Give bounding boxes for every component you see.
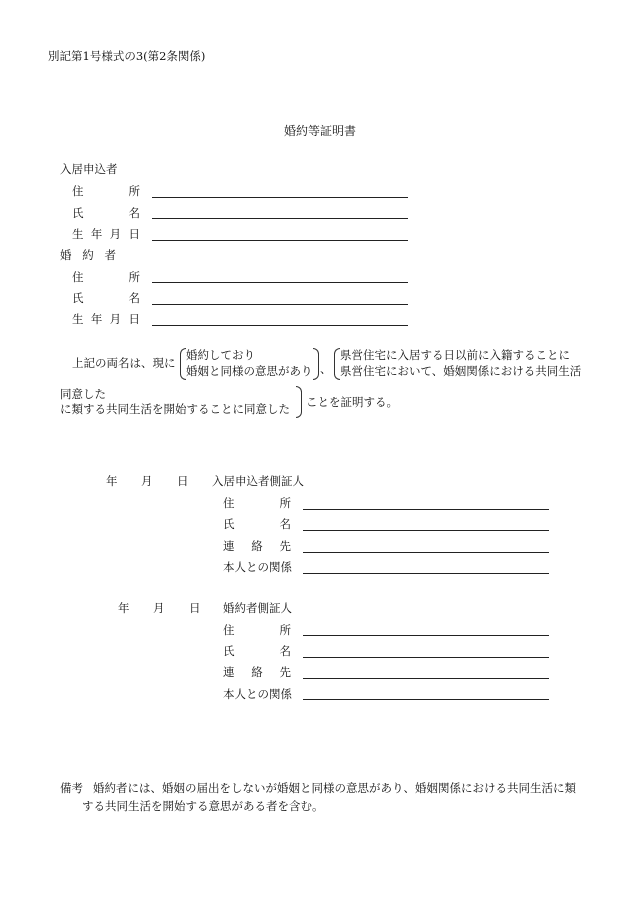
label-char: 関 (269, 560, 281, 574)
witness1-name-label (223, 519, 291, 531)
statement-cont-1: 同意した (60, 387, 106, 401)
label-char: 名 (279, 644, 291, 658)
witness1-contact-field[interactable] (303, 552, 549, 553)
witness1-name-field[interactable] (303, 530, 549, 531)
label-char: 絡 (251, 665, 263, 679)
witness1-date-month: 月 (141, 474, 153, 488)
label-char: 住 (72, 270, 84, 284)
note-line-1: 婚約者には、婚姻の届出をしないが婚姻と同様の意思があり、婚姻関係における共同生活に類 (93, 781, 576, 795)
label-char: 月 (109, 227, 122, 241)
note-line-2: する共同生活を開始する意思がある者を含む。 (82, 799, 324, 813)
label-char: 所 (128, 184, 140, 198)
witness1-date-day: 日 (177, 474, 189, 488)
witness2-date-year: 年 (118, 601, 130, 615)
label-char: 住 (223, 623, 235, 637)
label-char: 所 (279, 496, 291, 510)
label-char: 先 (279, 539, 291, 553)
label-char: 所 (128, 270, 140, 284)
witness1-contact-label (223, 541, 291, 553)
witness2-name-field[interactable] (303, 657, 549, 658)
label-char: 人 (234, 687, 246, 701)
witness1-address-field[interactable] (303, 509, 549, 510)
applicant-name-field[interactable] (152, 218, 408, 219)
label-char: 住 (72, 184, 84, 198)
label-char: 連 (223, 665, 235, 679)
label-char: 本 (223, 560, 235, 574)
witness2-relation-field[interactable] (303, 699, 549, 700)
fiance-birthdate-field[interactable] (152, 325, 408, 326)
witness1-heading: 入居申込者側証人 (212, 474, 304, 488)
label-char: 人 (234, 560, 246, 574)
label-char: 名 (128, 206, 140, 220)
witness2-heading: 婚約者側証人 (223, 601, 292, 615)
label-char: 名 (279, 517, 291, 531)
fiance-heading (60, 250, 116, 262)
applicant-address-field[interactable] (152, 197, 408, 198)
label-char: 年 (90, 312, 103, 326)
label-char: 住 (223, 496, 235, 510)
applicant-name-label (72, 208, 140, 220)
label-char: 者 (104, 248, 116, 262)
witness2-date-month: 月 (153, 601, 165, 615)
label-char: 絡 (251, 539, 263, 553)
label-char: 生 (72, 227, 84, 241)
witness2-relation-label (223, 689, 291, 701)
fiance-birthdate-label (72, 314, 140, 326)
label-char: 関 (269, 687, 281, 701)
form-reference: 別記第1号様式の3(第2条関係) (48, 49, 206, 63)
label-char: と (246, 687, 258, 701)
witness2-address-field[interactable] (303, 635, 549, 636)
fiance-address-field[interactable] (152, 282, 408, 283)
fiance-name-label (72, 293, 140, 305)
witness2-name-label (223, 646, 291, 658)
label-char: 日 (128, 312, 140, 326)
label-char: 氏 (223, 644, 235, 658)
statement-cont-2: に類する共同生活を開始することに同意した (60, 402, 290, 416)
option-a-1: 婚約しており (186, 348, 255, 362)
witness2-address-label (223, 625, 291, 637)
bracket-c-close (296, 386, 302, 418)
option-b-2: 県営住宅において、婚姻関係における共同生活 (340, 364, 582, 378)
applicant-heading: 入居申込者 (60, 162, 118, 176)
label-char: 年 (90, 227, 103, 241)
label-char: 氏 (72, 291, 84, 305)
document-title: 婚約等証明書 (284, 124, 357, 138)
label-char: 名 (128, 291, 140, 305)
label-char: の (257, 687, 269, 701)
label-char: の (257, 560, 269, 574)
applicant-address-label (72, 186, 140, 198)
note-label: 備考 (60, 781, 83, 795)
witness1-relation-label (223, 562, 291, 574)
statement-comma: 、 (320, 362, 332, 376)
label-char: 所 (279, 623, 291, 637)
witness1-relation-field[interactable] (303, 573, 549, 574)
witness1-address-label (223, 498, 291, 510)
label-char: 月 (109, 312, 122, 326)
option-b-1: 県営住宅に入居する日以前に入籍することに (340, 348, 570, 362)
bracket-a-close (313, 348, 319, 380)
fiance-name-field[interactable] (152, 304, 408, 305)
label-char: 日 (128, 227, 140, 241)
witness1-date-year: 年 (106, 474, 118, 488)
statement-tail: ことを証明する。 (306, 395, 398, 409)
applicant-birthdate-label (72, 229, 140, 241)
label-char: 本 (223, 687, 235, 701)
label-char: 約 (82, 248, 94, 262)
witness2-contact-field[interactable] (303, 678, 549, 679)
statement-intro: 上記の両名は、現に (72, 356, 176, 370)
label-char: 氏 (72, 206, 84, 220)
label-char: 係 (280, 687, 292, 701)
label-char: 婚 (60, 248, 72, 262)
label-char: 係 (280, 560, 292, 574)
label-char: 氏 (223, 517, 235, 531)
fiance-address-label (72, 272, 140, 284)
witness2-date-day: 日 (189, 601, 201, 615)
label-char: 連 (223, 539, 235, 553)
witness2-contact-label (223, 667, 291, 679)
label-char: と (246, 560, 258, 574)
applicant-birthdate-field[interactable] (152, 240, 408, 241)
label-char: 生 (72, 312, 84, 326)
label-char: 先 (279, 665, 291, 679)
option-a-2: 婚姻と同様の意思があり (186, 364, 313, 378)
